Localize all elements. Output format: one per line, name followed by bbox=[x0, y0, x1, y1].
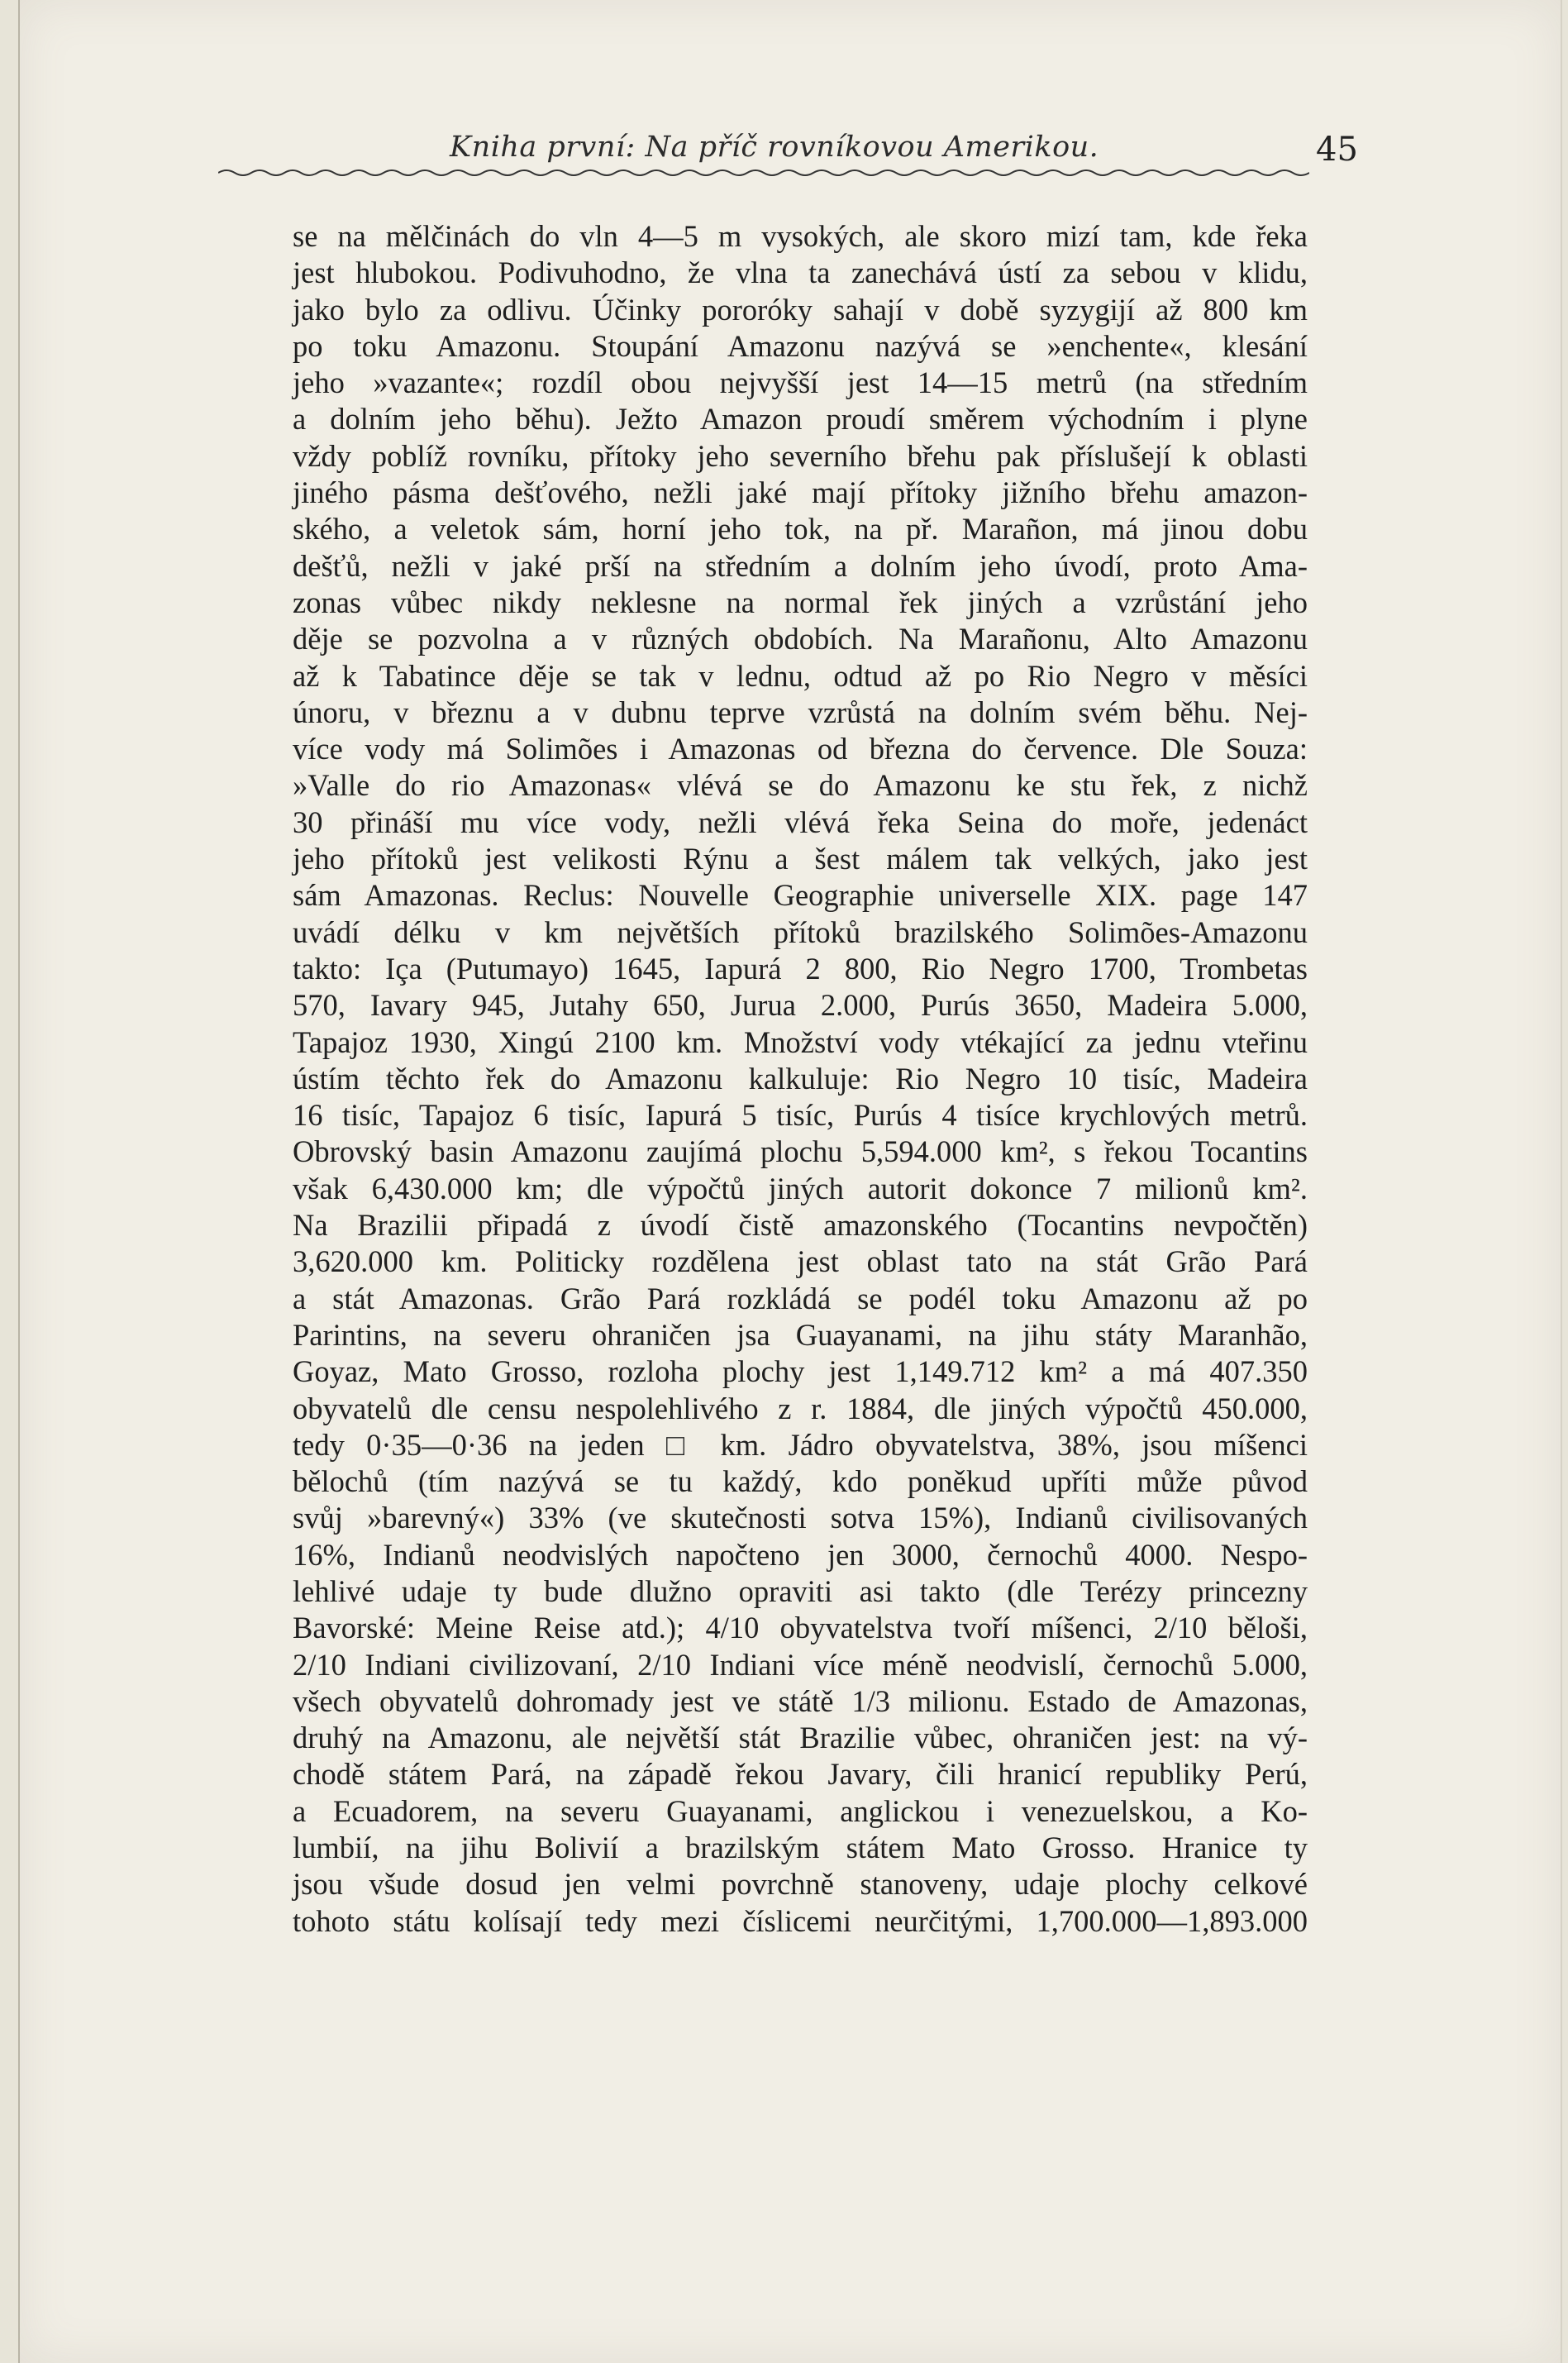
text-line: více vody má Solimões i Amazonas od března do července. Dle Souza: bbox=[293, 732, 1308, 766]
text-line: jeho přítoků jest velikosti Rýnu a šest málem tak velkých, jako jest bbox=[293, 842, 1308, 876]
text-line: Parintins, na severu ohraničen jsa Guayanami, na jihu státy Maranhão, bbox=[293, 1317, 1308, 1352]
text-line: tedy 0·35—0·36 na jeden □ km. Jádro obyvatelstva, 38%, jsou míšenci bbox=[293, 1427, 1308, 1462]
text-line: druhý na Amazonu, ale největší stát Brazilie vůbec, ohraničen jest: na vý- bbox=[293, 1721, 1308, 1755]
text-line: svůj »barevný«) 33% (ve skutečnosti sotva 15%), Indianů civilisovaných bbox=[293, 1501, 1308, 1535]
text-line: vždy poblíž rovníku, přítoky jeho severního břehu pak příslušejí k oblasti bbox=[293, 438, 1308, 473]
text-line: a stát Amazonas. Grão Pará rozkládá se podél toku Amazonu až po bbox=[293, 1281, 1308, 1315]
text-line: únoru, v březnu a v dubnu teprve vzrůstá na dolním svém běhu. Nej- bbox=[293, 695, 1308, 729]
text-line: ského, a veletok sám, horní jeho tok, na př. Marañon, má jinou dobu bbox=[293, 512, 1308, 547]
text-line: Obrovský basin Amazonu zaujímá plochu 5,594.000 km², s řekou Tocantins bbox=[293, 1134, 1308, 1169]
text-line: jeho »vazante«; rozdíl obou nejvyšší jest 14—15 metrů (na středním bbox=[293, 365, 1308, 400]
text-line: 16 tisíc, Tapajoz 6 tisíc, Iapurá 5 tisíc, Purús 4 tisíce krychlových metrů. bbox=[293, 1098, 1308, 1133]
text-line: chodě státem Pará, na západě řekou Javary, čili hranicí republiky Perú, bbox=[293, 1757, 1308, 1792]
text-line: sám Amazonas. Reclus: Nouvelle Geographie universelle XIX. page 147 bbox=[293, 878, 1308, 913]
text-line: děje se pozvolna a v různých obdobích. Na Marañonu, Alto Amazonu bbox=[293, 622, 1308, 656]
text-line: 30 přináší mu více vody, nežli vlévá řeka Seina do moře, jedenáct bbox=[293, 804, 1308, 839]
text-line: a Ecuadorem, na severu Guayanami, anglickou i venezuelskou, a Ko- bbox=[293, 1793, 1308, 1828]
text-line: dešťů, nežli v jaké prší na středním a dolním jeho úvodí, proto Ama- bbox=[293, 548, 1308, 583]
text-line: Goyaz, Mato Grosso, rozloha plochy jest 1,149.712 km² a má 407.350 bbox=[293, 1354, 1308, 1389]
header-wavy-rule bbox=[218, 167, 1309, 179]
text-line: jsou všude dosud jen velmi povrchně stanoveny, udaje plochy celkové bbox=[293, 1867, 1308, 1902]
text-line: bělochů (tím nazývá se tu každý, kdo poněkud upříti může původ bbox=[293, 1464, 1308, 1499]
text-line: 570, Iavary 945, Jutahy 650, Jurua 2.000, Purús 3650, Madeira 5.000, bbox=[293, 988, 1308, 1023]
text-line: takto: Iça (Putumayo) 1645, Iapurá 2 800, Rio Negro 1700, Trombetas bbox=[293, 951, 1308, 986]
text-line: po toku Amazonu. Stoupání Amazonu nazývá se »enchente«, klesání bbox=[293, 328, 1308, 363]
text-line: 16%, Indianů neodvislých napočteno jen 3000, černochů 4000. Nespo- bbox=[293, 1537, 1308, 1572]
text-line: však 6,430.000 km; dle výpočtů jiných autorit dokonce 7 milionů km². bbox=[293, 1171, 1308, 1205]
running-title: Kniha první: Na příč rovníkovou Amerikou. bbox=[450, 131, 1099, 164]
text-line: lehlivé udaje ty bude dlužno opraviti asi takto (dle Terézy princezny bbox=[293, 1573, 1308, 1608]
text-line: 3,620.000 km. Politicky rozdělena jest oblast tato na stát Grão Pará bbox=[293, 1244, 1308, 1279]
text-line: obyvatelů dle censu nespolehlivého z r. 1884, dle jiných výpočtů 450.000, bbox=[293, 1391, 1308, 1425]
page-header bbox=[20, 124, 1561, 182]
text-line: 2/10 Indiani civilizovaní, 2/10 Indiani více méně neodvislí, černochů 5.000, bbox=[293, 1647, 1308, 1682]
text-line: a dolním jeho běhu). Ježto Amazon proudí směrem východním i plyne bbox=[293, 402, 1308, 437]
text-line: jako bylo za odlivu. Účinky pororóky sahají v době syzygijí až 800 km bbox=[293, 292, 1308, 327]
text-line: se na mělčinách do vln 4—5 m vysokých, ale skoro mizí tam, kde řeka bbox=[293, 219, 1308, 253]
text-line: Na Brazilii připadá z úvodí čistě amazonského (Tocantins nevpočtěn) bbox=[293, 1208, 1308, 1243]
text-line: ústím těchto řek do Amazonu kalkuluje: Rio Negro 10 tisíc, Madeira bbox=[293, 1061, 1308, 1096]
text-line: Tapajoz 1930, Xingú 2100 km. Množství vody vtékající za jednu vteřinu bbox=[293, 1024, 1308, 1059]
text-line: Bavorské: Meine Reise atd.); 4/10 obyvatelstva tvoří míšenci, 2/10 běloši, bbox=[293, 1611, 1308, 1645]
text-line: až k Tabatince děje se tak v lednu, odtud až po Rio Negro v měsíci bbox=[293, 658, 1308, 693]
text-line: uvádí délku v km největších přítoků brazilského Solimões-Amazonu bbox=[293, 914, 1308, 949]
text-line: »Valle do rio Amazonas« vlévá se do Amazonu ke stu řek, z nichž bbox=[293, 768, 1308, 803]
text-line: tohoto státu kolísají tedy mezi číslicemi neurčitými, 1,700.000—1,893.000 bbox=[293, 1903, 1308, 1938]
body-text bbox=[293, 218, 1308, 1940]
page-number: 45 bbox=[1316, 131, 1358, 169]
text-line: všech obyvatelů dohromady jest ve státě 1/3 milionu. Estado de Amazonas, bbox=[293, 1683, 1308, 1718]
text-line: lumbií, na jihu Bolivií a brazilským státem Mato Grosso. Hranice ty bbox=[293, 1831, 1308, 1865]
book-page bbox=[18, 0, 1562, 2363]
text-line: jest hlubokou. Podivuhodno, že vlna ta zanechává ústí za sebou v klidu, bbox=[293, 255, 1308, 290]
text-line: jiného pásma dešťového, nežli jaké mají přítoky jižního břehu amazon- bbox=[293, 475, 1308, 510]
text-line: zonas vůbec nikdy neklesne na normal řek jiných a vzrůstání jeho bbox=[293, 585, 1308, 619]
